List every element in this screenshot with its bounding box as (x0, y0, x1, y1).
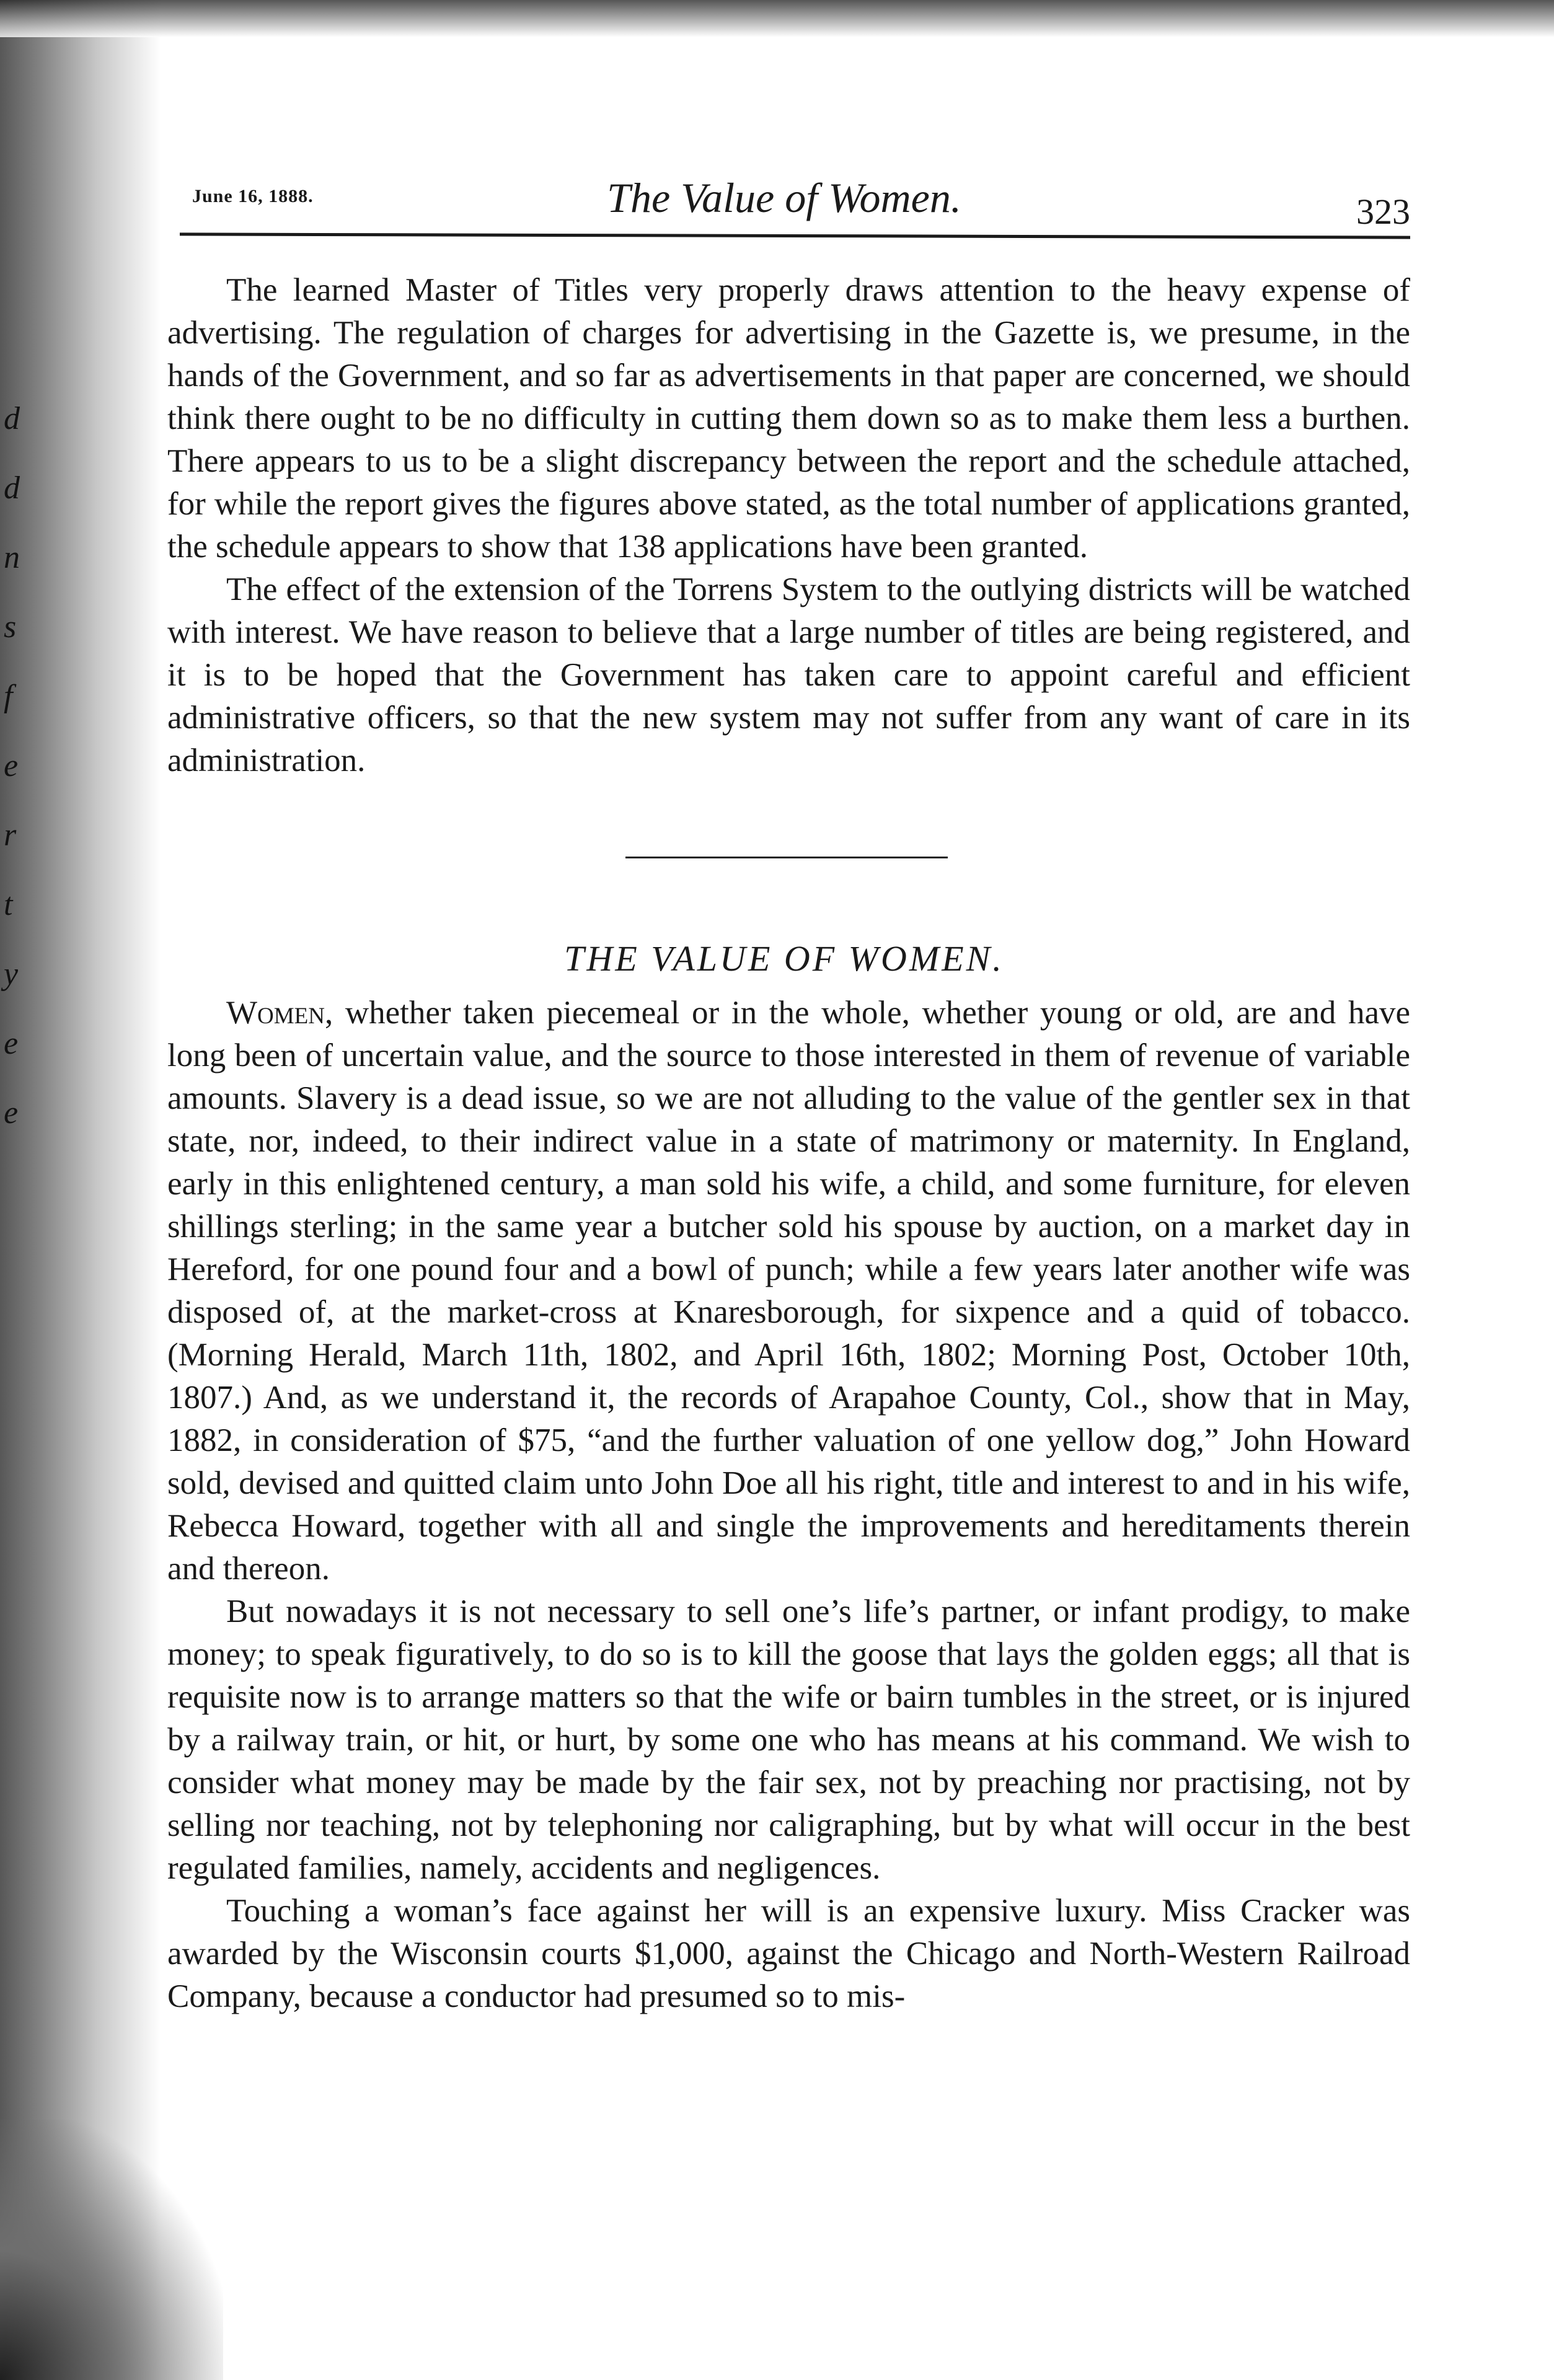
paragraph: Touching a woman’s face against her will is an expensive luxury. Miss Cracker was awarded by the Wisconsin courts $1,000, against the Chicago and North-Western Railroad Company, because a conductor had presumed so to mis- (167, 1893, 1410, 2014)
margin-fragment: r (4, 818, 17, 853)
margin-fragment: s (4, 609, 17, 645)
facing-page-margin-fragments (4, 384, 29, 1148)
journal-page (158, 167, 1410, 2018)
margin-fragment: e (4, 1026, 19, 1061)
paragraph (167, 992, 1410, 1590)
article-title: THE VALUE OF WOMEN. (564, 938, 1004, 979)
header-rule (180, 232, 1410, 239)
margin-fragment: y (4, 956, 19, 992)
article-body (158, 992, 1410, 2018)
opening-word: Women (226, 995, 325, 1031)
section-divider (625, 857, 948, 858)
scan-top-edge-shadow (0, 0, 1554, 37)
margin-fragment: e (4, 1095, 19, 1130)
paragraph: But nowadays it is not necessary to sell one’s life’s partner, or infant prodigy, to make money; to speak figuratively, to do so is to kill the goose that lays the golden eggs; all that is requisite now is to arrange matters so that the wife or bairn tumbles in the street, or is injured by a railway train, or hit, or hurt, by some one who has means at his command. We wish to consider what money may be made by the fair sex, not by preaching nor practising, not by selling nor teaching, not by telephoning nor caligraphing, but by what will occur in the best regulated families, namely, accidents and negligences. (167, 1593, 1410, 1886)
scan-corner-shadow (0, 2120, 223, 2380)
previous-article-continuation (158, 269, 1410, 782)
paragraph-text: , whether taken piecemeal or in the whole, whether young or old, are and have long been of uncertain value, and the source to those interested in them of revenue of variable amounts. Slavery is a dead issue, so we are not alluding to the value of the gentler sex in that state, nor, indeed, to their indirect value in a state of matrimony or maternity. In England, early in this enlightened century, a man sold his wife, a child, and some furniture, for eleven shillings sterling; in the same year a butcher sold his spouse by auction, on a market day in Hereford, for one pound four and a bowl of punch; while a few years later another wife was disposed of, at the market-cross at Knaresborough, for sixpence and a quid of tobacco. (Morning Herald, March 11th, 1802, and April 16th, 1802; Morning Post, October 10th, 1807.) And, as we understand it, the records of Arapahoe County, Col., show that in May, 1882, in consideration of $75, “and the further valuation of one yellow dog,” John Howard sold, devised and quitted claim unto John Doe all his right, title and interest to and in his wife, Rebecca Howard, together with all and single the improvements and hereditaments therein and thereon. (167, 995, 1410, 1587)
issue-date: June 16, 1888. (192, 186, 314, 206)
margin-fragment: d (4, 401, 20, 436)
scan-left-edge-shadow (0, 0, 161, 2380)
page-number: 323 (1356, 192, 1410, 232)
margin-fragment: n (4, 540, 20, 575)
paragraph: The effect of the extension of the Torrens System to the outlying districts will be watched with interest. We have reason to believe that a large number of titles are being registered, and it is to be hoped that the Government has taken care to appoint careful and efficient administrative officers, so that the new system may not suffer from any want of care in its administration. (167, 571, 1410, 778)
margin-fragment: d (4, 470, 20, 506)
margin-fragment: e (4, 748, 19, 783)
paragraph: The learned Master of Titles very properly draws attention to the heavy expense of advertising. The regulation of charges for advertising in the Gazette is, we presume, in the hands of the Government, and so far as advertisements in that paper are concerned, we should think there ought to be no difficulty in cutting them down so as to make them less a burthen. There appears to us to be a slight discrepancy between the report and the schedule attached, for while the report gives the figures above stated, as the total number of applications granted, the schedule appears to show that 138 applications have been granted. (167, 272, 1410, 565)
margin-fragment: f (4, 679, 13, 714)
margin-fragment: t (4, 887, 13, 922)
running-title: The Value of Women. (607, 174, 961, 221)
running-head (158, 167, 1410, 242)
